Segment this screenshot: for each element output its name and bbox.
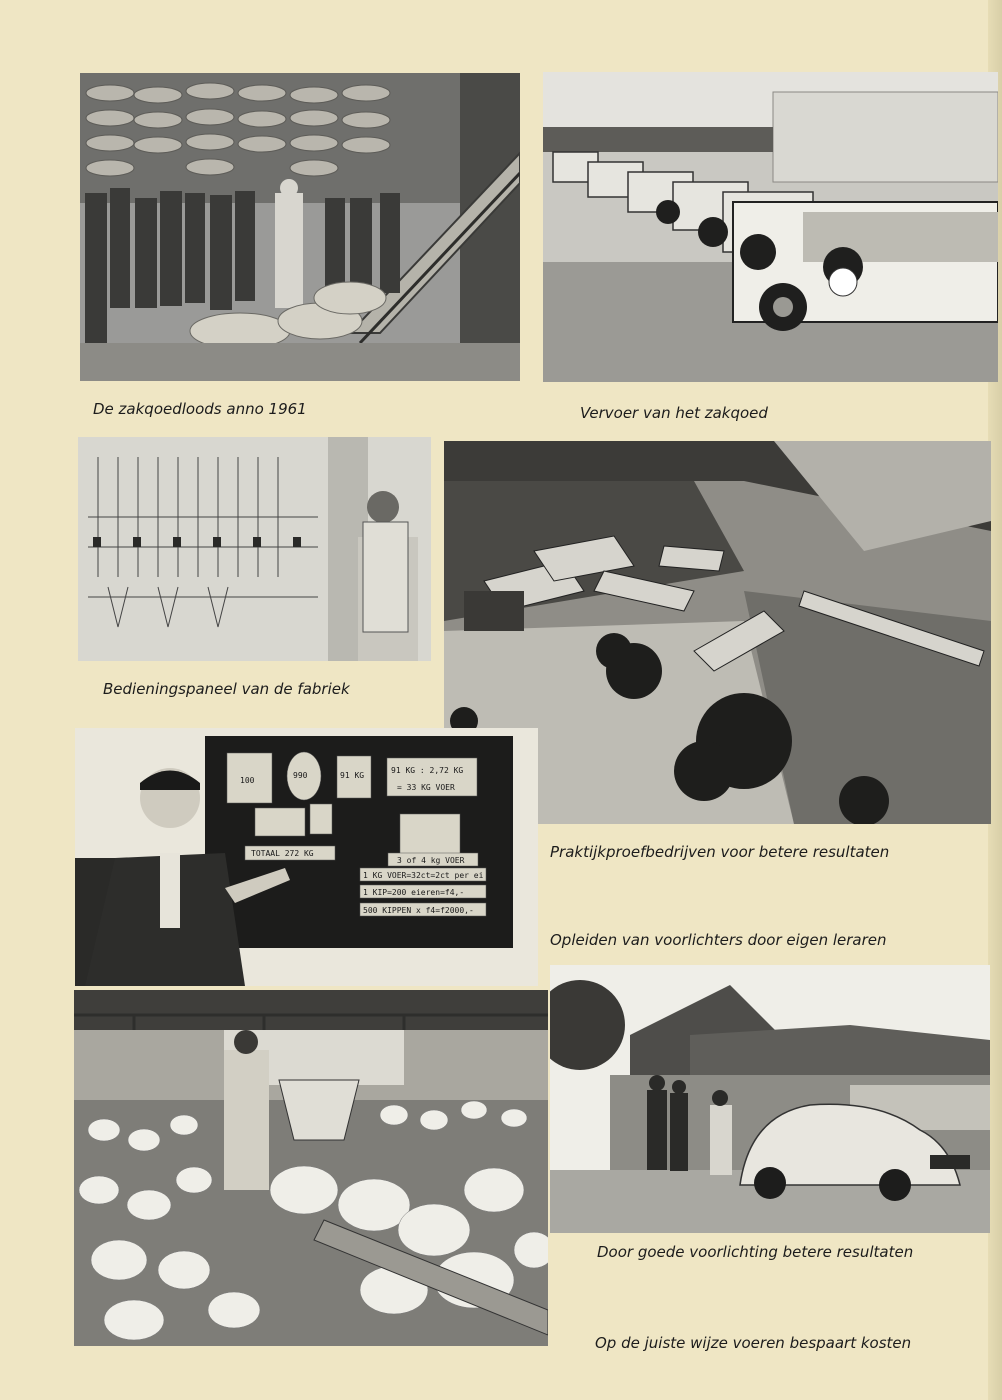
photo-opleiden — [75, 728, 538, 986]
sign-totaal: TOTAAL 272 KG — [251, 849, 314, 858]
caption-bedieningspaneel: Bedieningspaneel van de fabriek — [103, 680, 350, 698]
photo-voeren — [74, 990, 548, 1346]
sign-100: 100 — [240, 776, 255, 785]
caption-voorlichting: Door goede voorlichting betere resultaten — [597, 1243, 914, 1261]
caption-voeren: Op de juiste wijze voeren bespaart kosten — [595, 1334, 912, 1352]
caption-vervoer: Vervoer van het zakqoed — [580, 404, 768, 422]
sign-line-1: 3 of 4 kg VOER — [397, 856, 465, 865]
photo-voorlichting — [550, 965, 990, 1233]
sign-egg: 990 — [293, 771, 308, 780]
caption-opleiden: Opleiden van voorlichters door eigen leraren — [550, 931, 887, 949]
sign-91kg: 91 KG — [340, 771, 365, 780]
sign-line-2: 1 KG VOER=32ct=2ct per ei — [363, 871, 484, 880]
caption-praktijkproef: Praktijkproefbedrijven voor betere resultaten — [550, 843, 890, 861]
photo-zakgoedloods — [80, 73, 520, 381]
sign-line-3: 1 KIP=200 eieren=f4,- — [363, 888, 465, 897]
photo-bedieningspaneel — [78, 437, 431, 661]
sign-formula-1: 91 KG : 2,72 KG — [391, 766, 464, 775]
sign-formula-2: = 33 KG VOER — [397, 783, 455, 792]
caption-zakgoedloods: De zakqoedloods anno 1961 — [93, 400, 307, 418]
sign-line-4: 500 KIPPEN x f4=f2000,- — [363, 906, 474, 915]
photo-vervoer — [543, 72, 998, 382]
